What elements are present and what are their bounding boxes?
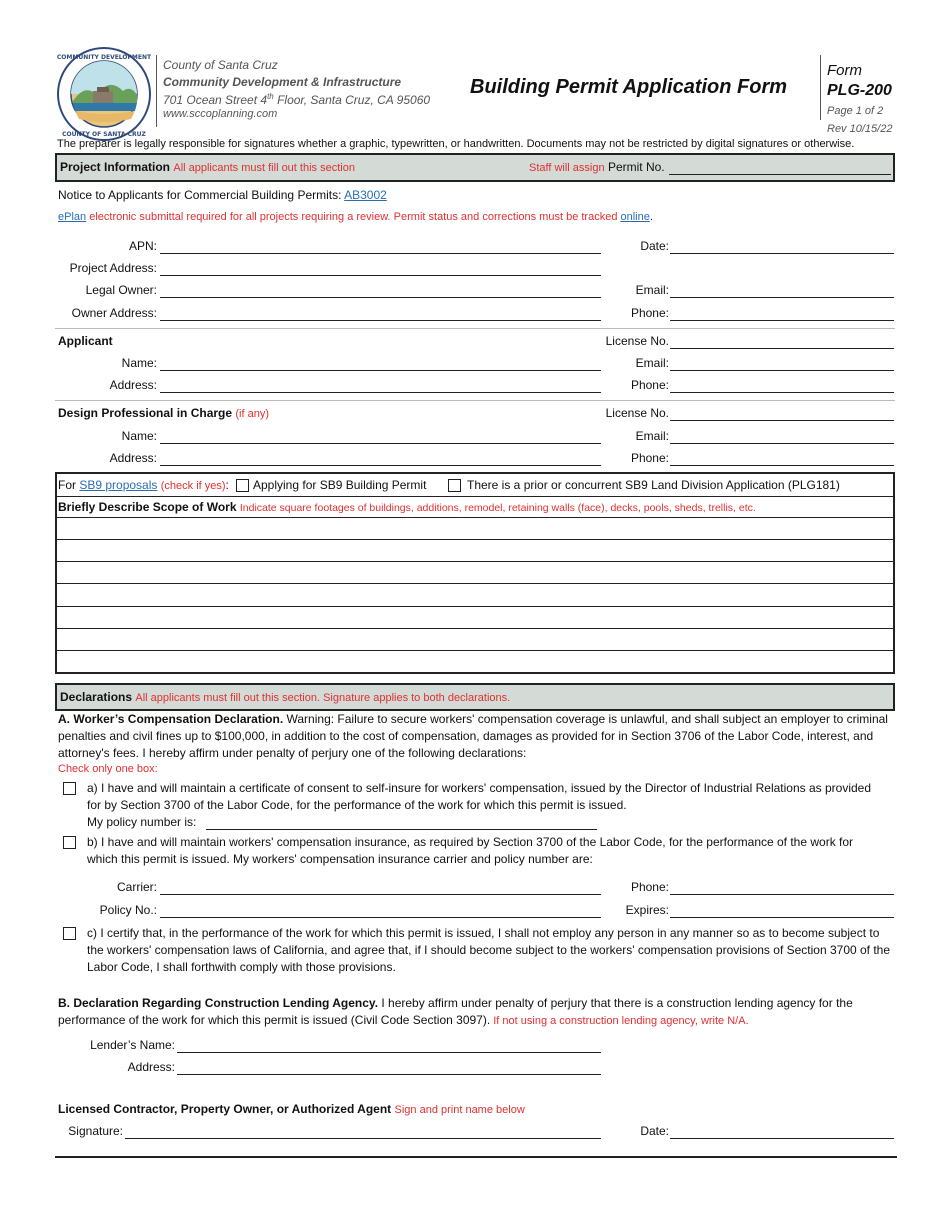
legal-owner-label: Legal Owner: bbox=[85, 283, 157, 297]
scope-line[interactable] bbox=[57, 517, 893, 518]
option-a-checkbox[interactable] bbox=[63, 782, 76, 795]
owner-email-label: Email: bbox=[635, 283, 669, 297]
owner-phone-label: Phone: bbox=[630, 306, 669, 320]
policy-number-field[interactable] bbox=[206, 829, 597, 830]
owner-phone-field[interactable] bbox=[670, 320, 894, 321]
applicant-license-label: License No. bbox=[605, 334, 669, 348]
applicant-email-field[interactable] bbox=[670, 370, 894, 371]
signature-date-label: Date: bbox=[640, 1124, 669, 1138]
form-label: Form bbox=[827, 62, 862, 79]
sb9-proposals-link[interactable]: SB9 proposals bbox=[79, 478, 158, 492]
lending-agency-declaration: B. Declaration Regarding Construction Lending Agency. I hereby affirm under penalty of perjury that there is a construction lending agency for the performance of the work for which this permit is issued (Civil Code Section 3097). If not using a construction lending agency, write N/A. bbox=[58, 996, 853, 1027]
project-info-note: All applicants must fill out this section bbox=[173, 162, 355, 174]
signature-heading: Licensed Contractor, Property Owner, or Authorized Agent Sign and print name below bbox=[58, 1102, 525, 1116]
sb9-land-division-checkbox[interactable] bbox=[448, 479, 461, 492]
eplan-link[interactable]: ePlan bbox=[58, 211, 87, 223]
designer-license-field[interactable] bbox=[670, 420, 894, 421]
option-b-text: b) I have and will maintain workers' compensation insurance, as required by Section 3700 of the Labor Code, for the performance of the work for which this permit is issued. My workers' compensation insurance carrier and policy number are: bbox=[87, 835, 854, 866]
option-b-checkbox[interactable] bbox=[63, 836, 76, 849]
designer-license-label: License No. bbox=[605, 406, 669, 420]
scope-line[interactable] bbox=[57, 606, 893, 607]
permit-number-field[interactable] bbox=[669, 174, 891, 175]
project-address-label: Project Address: bbox=[69, 261, 157, 275]
designer-phone-field[interactable] bbox=[670, 465, 894, 466]
lender-address-label: Address: bbox=[127, 1060, 175, 1074]
designer-phone-label: Phone: bbox=[630, 451, 669, 465]
designer-email-field[interactable] bbox=[670, 443, 894, 444]
owner-address-field[interactable] bbox=[160, 320, 601, 321]
form-number: PLG-200 bbox=[827, 82, 892, 99]
designer-heading: Design Professional in Charge (if any) bbox=[58, 406, 270, 420]
expires-field[interactable] bbox=[670, 917, 894, 918]
county-logo bbox=[57, 47, 151, 141]
designer-email-label: Email: bbox=[635, 429, 669, 443]
policy-number-label: My policy number is: bbox=[87, 815, 197, 829]
project-address-field[interactable] bbox=[160, 275, 601, 276]
applicant-name-label: Name: bbox=[121, 356, 157, 370]
workers-comp-declaration: A. Worker’s Compensation Declaration. Warning: Failure to secure workers' compensation coverage is unlawful, and shall subject an employer to criminal penalties and civil fines up to $100,000, in addition to the cost of compensation, damages as provided for in Section 3706 of the Labor Code, interest, and attorney's fees. I hereby affirm under penalty of perjury one of the following declarations: bbox=[58, 712, 888, 760]
svg-text:COMMUNITY DEVELOPMENT: COMMUNITY DEVELOPMENT bbox=[57, 54, 151, 61]
designer-address-label: Address: bbox=[109, 451, 157, 465]
date-label: Date: bbox=[640, 239, 669, 253]
signature-date-field[interactable] bbox=[670, 1138, 894, 1139]
declarations-header: Declarations All applicants must fill out this section. Signature applies to both declarations. bbox=[55, 683, 895, 711]
applicant-name-field[interactable] bbox=[160, 370, 601, 371]
ab3002-link[interactable]: AB3002 bbox=[344, 188, 387, 202]
page-title: Building Permit Application Form bbox=[470, 76, 788, 98]
form-number-divider bbox=[820, 55, 821, 120]
lender-address-field[interactable] bbox=[177, 1074, 601, 1075]
sb9-land-division-label: There is a prior or concurrent SB9 Land Division Application (PLG181) bbox=[467, 478, 840, 492]
applicant-phone-field[interactable] bbox=[670, 392, 894, 393]
scope-line[interactable] bbox=[57, 583, 893, 584]
option-c-checkbox[interactable] bbox=[63, 927, 76, 940]
footer-rule bbox=[55, 1156, 897, 1158]
expires-label: Expires: bbox=[625, 903, 669, 917]
scope-divider bbox=[57, 496, 893, 497]
permit-label: Permit No. bbox=[607, 160, 665, 174]
section-divider bbox=[55, 400, 895, 401]
sb9-building-permit-checkbox[interactable] bbox=[236, 479, 249, 492]
scope-line[interactable] bbox=[57, 539, 893, 540]
scope-line[interactable] bbox=[57, 561, 893, 562]
header-divider bbox=[156, 55, 157, 127]
signature-label: Signature: bbox=[68, 1124, 123, 1138]
carrier-phone-field[interactable] bbox=[670, 894, 894, 895]
commercial-notice: Notice to Applicants for Commercial Building Permits: AB3002 bbox=[58, 188, 387, 202]
signature-field[interactable] bbox=[125, 1138, 601, 1139]
project-info-header bbox=[55, 153, 895, 182]
org-line3: 701 Ocean Street 4th Floor, Santa Cruz, CA 95060 bbox=[163, 92, 431, 107]
org-website: www.sccoplanning.com bbox=[163, 108, 278, 120]
project-info-title: Project Information bbox=[60, 160, 171, 174]
carrier-phone-label: Phone: bbox=[630, 880, 669, 894]
org-line2: Community Development & Infrastructure bbox=[163, 75, 402, 89]
sb9-row: For SB9 proposals (check if yes): bbox=[58, 478, 229, 492]
revision-date: Rev 10/15/22 bbox=[827, 123, 893, 135]
org-line1: County of Santa Cruz bbox=[163, 58, 278, 72]
apn-field[interactable] bbox=[160, 253, 601, 254]
check-one-note: Check only one box: bbox=[58, 763, 158, 775]
applicant-email-label: Email: bbox=[635, 356, 669, 370]
page-indicator: Page 1 of 2 bbox=[827, 105, 884, 117]
svg-text:COUNTY OF SANTA CRUZ: COUNTY OF SANTA CRUZ bbox=[62, 131, 146, 138]
designer-address-field[interactable] bbox=[160, 465, 601, 466]
apn-label: APN: bbox=[128, 239, 157, 253]
designer-name-field[interactable] bbox=[160, 443, 601, 444]
lender-name-field[interactable] bbox=[177, 1052, 601, 1053]
applicant-phone-label: Phone: bbox=[630, 378, 669, 392]
eplan-notice: ePlan electronic submittal required for all projects requiring a review. Permit status and corrections must be tracked online. bbox=[58, 211, 653, 223]
policy-no-label: Policy No.: bbox=[99, 903, 157, 917]
owner-email-field[interactable] bbox=[670, 297, 894, 298]
scope-line[interactable] bbox=[57, 650, 893, 651]
carrier-field[interactable] bbox=[160, 894, 601, 895]
policy-no-field[interactable] bbox=[160, 917, 601, 918]
carrier-label: Carrier: bbox=[116, 880, 157, 894]
designer-name-label: Name: bbox=[121, 429, 157, 443]
applicant-heading: Applicant bbox=[58, 334, 113, 348]
section-divider bbox=[55, 328, 895, 329]
sb9-building-permit-label: Applying for SB9 Building Permit bbox=[253, 478, 427, 492]
scope-line[interactable] bbox=[57, 628, 893, 629]
applicant-address-label: Address: bbox=[109, 378, 157, 392]
option-a-text: a) I have and will maintain a certificate of consent to self-insure for workers' compensation, issued by the Director of Industrial Relations as provided for by Section 3700 of the Labor Code, for the performance of the work for which this permit is issued. bbox=[87, 781, 872, 812]
owner-address-label: Owner Address: bbox=[71, 306, 157, 320]
applicant-address-field[interactable] bbox=[160, 392, 601, 393]
date-field[interactable] bbox=[670, 253, 894, 254]
staff-note: Staff will assign bbox=[529, 162, 605, 174]
option-c-text: c) I certify that, in the performance of the work for which this permit is issued, I shall not employ any person in any manner so as to become subject to the workers' compensation laws of California, and agree that, if I should become subject to the workers' compensation provisions of Section 3700 of the Labor Code, I shall forthwith comply with those provisions. bbox=[87, 926, 891, 974]
applicant-license-field[interactable] bbox=[670, 348, 894, 349]
lender-name-label: Lender’s Name: bbox=[90, 1038, 175, 1052]
legal-notice: The preparer is legally responsible for signatures whether a graphic, typewritten, or handwritten. Documents may not be restricted by digital signatures or otherwise. bbox=[57, 138, 855, 150]
scope-heading: Briefly Describe Scope of Work Indicate square footages of buildings, additions, remodel, retaining walls (face), decks, pools, sheds, trellis, etc. bbox=[58, 500, 756, 514]
online-link[interactable]: online bbox=[620, 211, 650, 223]
legal-owner-field[interactable] bbox=[160, 297, 601, 298]
